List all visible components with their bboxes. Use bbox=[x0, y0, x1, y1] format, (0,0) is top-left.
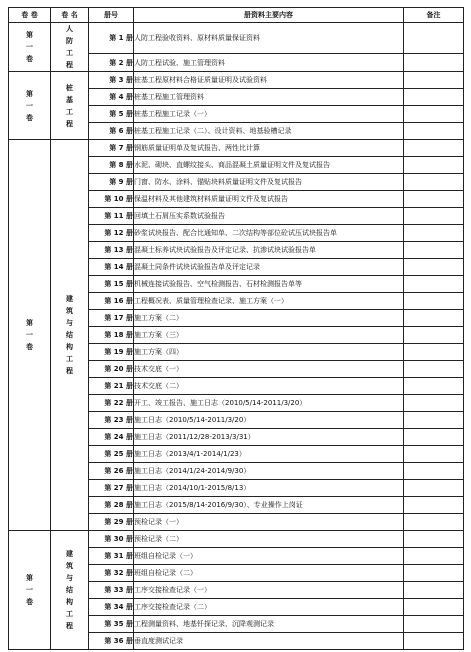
remarks-cell bbox=[404, 276, 464, 293]
remarks-cell bbox=[404, 429, 464, 446]
book-number-cell: 第 11 册 bbox=[89, 208, 134, 225]
content-cell: 人防工程验收资料、原材料质量保证资料 bbox=[134, 23, 404, 54]
content-cell: 垂直度测试记录 bbox=[134, 633, 404, 650]
content-cell: 施工日志（2014/1/24-2014/9/30） bbox=[134, 463, 404, 480]
remarks-cell bbox=[404, 480, 464, 497]
content-cell: 机械连接试验报告、空气检测报告、石材检测报告单等 bbox=[134, 276, 404, 293]
remarks-cell bbox=[404, 259, 464, 276]
book-number-cell: 第 28 册 bbox=[89, 497, 134, 514]
header-volume-number: 卷 卷 bbox=[9, 8, 51, 23]
content-cell: 预检记录（二） bbox=[134, 531, 404, 548]
remarks-cell bbox=[404, 497, 464, 514]
remarks-cell bbox=[404, 72, 464, 89]
book-number-cell: 第 7 册 bbox=[89, 140, 134, 157]
book-number-cell: 第 16 册 bbox=[89, 293, 134, 310]
remarks-cell bbox=[404, 395, 464, 412]
archive-index-table bbox=[8, 7, 464, 650]
volume-number-char: 第 bbox=[26, 319, 33, 327]
content-cell: 施工日志（2015/8/14-2016/9/30）、专业操作上岗证 bbox=[134, 497, 404, 514]
remarks-cell bbox=[404, 463, 464, 480]
book-number-cell: 第 27 册 bbox=[89, 480, 134, 497]
remarks-cell bbox=[404, 412, 464, 429]
volume-name-char: 桩 bbox=[66, 83, 73, 92]
content-cell: 施工方案（三） bbox=[134, 327, 404, 344]
header-main-content: 册资料主要内容 bbox=[134, 8, 404, 23]
volume-name-char: 与 bbox=[66, 319, 73, 327]
volume-name-char: 与 bbox=[66, 574, 73, 582]
volume-number-char: 卷 bbox=[26, 113, 33, 122]
content-cell: 桩基工程施工记录（一） bbox=[134, 106, 404, 123]
content-cell: 桩基工程施工管理资料 bbox=[134, 89, 404, 106]
book-number-cell: 第 4 册 bbox=[89, 89, 134, 106]
volume-name-char: 筑 bbox=[66, 562, 73, 570]
content-cell: 混凝土同条件试块试验报告单及评定记录 bbox=[134, 259, 404, 276]
content-cell: 工序交接检查记录（二） bbox=[134, 599, 404, 616]
content-cell: 班组自检记录（二） bbox=[134, 565, 404, 582]
book-number-cell: 第 26 册 bbox=[89, 463, 134, 480]
volume-number-char: 第 bbox=[26, 574, 33, 582]
book-number-cell: 第 21 册 bbox=[89, 378, 134, 395]
content-cell: 保温材料及其他建筑材料质量证明文件及复试报告 bbox=[134, 191, 404, 208]
content-cell: 施工方案（二） bbox=[134, 310, 404, 327]
content-cell: 混凝土标养试块试验报告及评定记录、抗渗试块试验报告单 bbox=[134, 242, 404, 259]
remarks-cell bbox=[404, 378, 464, 395]
remarks-cell bbox=[404, 548, 464, 565]
content-cell: 钢筋质量证明单及复试报告、两性比计算 bbox=[134, 140, 404, 157]
book-number-cell: 第 23 册 bbox=[89, 412, 134, 429]
volume-name-char: 程 bbox=[66, 61, 73, 69]
book-number-cell: 第 8 册 bbox=[89, 157, 134, 174]
remarks-cell bbox=[404, 208, 464, 225]
volume-name-cell bbox=[51, 531, 89, 650]
volume-number-char: 卷 bbox=[26, 343, 33, 351]
remarks-cell bbox=[404, 361, 464, 378]
volume-name-cell bbox=[51, 23, 89, 72]
volume-number-char: 一 bbox=[26, 101, 33, 110]
remarks-cell bbox=[404, 344, 464, 361]
book-number-cell: 第 6 册 bbox=[89, 123, 134, 140]
volume-name-char: 建 bbox=[66, 295, 73, 303]
remarks-cell bbox=[404, 446, 464, 463]
remarks-cell bbox=[404, 225, 464, 242]
content-cell: 门窗、防水、涂料、锚贴块料质量证明文件及复试报告 bbox=[134, 174, 404, 191]
remarks-cell bbox=[404, 582, 464, 599]
volume-number-cell bbox=[9, 72, 51, 140]
remarks-cell bbox=[404, 599, 464, 616]
book-number-cell: 第 31 册 bbox=[89, 548, 134, 565]
content-cell: 施工日志（2011/12/28-2013/3/31） bbox=[134, 429, 404, 446]
content-cell: 施工日志（2013/4/1-2014/1/23） bbox=[134, 446, 404, 463]
book-number-cell: 第 1 册 bbox=[89, 23, 134, 54]
volume-name-char: 防 bbox=[66, 37, 73, 45]
volume-name-cell bbox=[51, 140, 89, 531]
volume-number-char: 卷 bbox=[26, 55, 33, 63]
content-cell: 施工日志（2014/10/1-2015/8/13） bbox=[134, 480, 404, 497]
table-row bbox=[9, 72, 464, 89]
content-cell: 工程概况表、质量管理检查记录、施工方案（一） bbox=[134, 293, 404, 310]
table-row bbox=[9, 531, 464, 548]
content-cell: 工序交接检查记录（一） bbox=[134, 582, 404, 599]
header-book-number: 册号 bbox=[89, 8, 134, 23]
remarks-cell bbox=[404, 242, 464, 259]
remarks-cell bbox=[404, 633, 464, 650]
content-cell: 桩基工程施工记录（二）、设计资料、地基验槽记录 bbox=[134, 123, 404, 140]
book-number-cell: 第 10 册 bbox=[89, 191, 134, 208]
volume-name-char: 程 bbox=[66, 367, 73, 375]
volume-name-char: 工 bbox=[66, 610, 73, 618]
volume-number-char: 卷 bbox=[26, 598, 33, 606]
book-number-cell: 第 33 册 bbox=[89, 582, 134, 599]
content-cell: 砂浆试块报告、配合比通知单、二次结构等部位砼试压试块报告单 bbox=[134, 225, 404, 242]
book-number-cell: 第 17 册 bbox=[89, 310, 134, 327]
remarks-cell bbox=[404, 157, 464, 174]
archive-index-sheet bbox=[8, 7, 463, 647]
book-number-cell: 第 34 册 bbox=[89, 599, 134, 616]
book-number-cell: 第 18 册 bbox=[89, 327, 134, 344]
content-cell: 人防工程试验、施工管理资料 bbox=[134, 54, 404, 72]
book-number-cell: 第 35 册 bbox=[89, 616, 134, 633]
table-row bbox=[9, 140, 464, 157]
content-cell: 技术交底（一） bbox=[134, 361, 404, 378]
header-row bbox=[9, 8, 464, 23]
volume-name-char: 工 bbox=[66, 49, 73, 57]
book-number-cell: 第 5 册 bbox=[89, 106, 134, 123]
volume-name-cell bbox=[51, 72, 89, 140]
remarks-cell bbox=[404, 54, 464, 72]
remarks-cell bbox=[404, 616, 464, 633]
volume-number-char: 一 bbox=[26, 331, 33, 339]
volume-number-char: 一 bbox=[26, 586, 33, 594]
remarks-cell bbox=[404, 123, 464, 140]
book-number-cell: 第 3 册 bbox=[89, 72, 134, 89]
content-cell: 工程测量资料、地基钎探记录、沉降观测记录 bbox=[134, 616, 404, 633]
header-remarks: 备注 bbox=[404, 8, 464, 23]
content-cell: 施工方案（四） bbox=[134, 344, 404, 361]
volume-number-char: 第 bbox=[26, 89, 33, 98]
table-row bbox=[9, 23, 464, 54]
volume-number-char: 一 bbox=[26, 43, 33, 51]
book-number-cell: 第 2 册 bbox=[89, 54, 134, 72]
volume-number-char: 第 bbox=[26, 31, 33, 39]
book-number-cell: 第 22 册 bbox=[89, 395, 134, 412]
remarks-cell bbox=[404, 531, 464, 548]
book-number-cell: 第 14 册 bbox=[89, 259, 134, 276]
book-number-cell: 第 29 册 bbox=[89, 514, 134, 531]
content-cell: 施工日志（2010/5/14-2011/3/20） bbox=[134, 412, 404, 429]
volume-name-char: 筑 bbox=[66, 307, 73, 315]
book-number-cell: 第 9 册 bbox=[89, 174, 134, 191]
content-cell: 回填土石屑压实系数试验报告 bbox=[134, 208, 404, 225]
book-number-cell: 第 32 册 bbox=[89, 565, 134, 582]
content-cell: 桩基工程原材料合格证质量证明及试验资料 bbox=[134, 72, 404, 89]
remarks-cell bbox=[404, 565, 464, 582]
content-cell: 预检记录（一） bbox=[134, 514, 404, 531]
content-cell: 班组自检记录（一） bbox=[134, 548, 404, 565]
volume-name-char: 结 bbox=[66, 331, 73, 339]
book-number-cell: 第 20 册 bbox=[89, 361, 134, 378]
remarks-cell bbox=[404, 174, 464, 191]
remarks-cell bbox=[404, 106, 464, 123]
volume-name-char: 基 bbox=[66, 95, 73, 104]
content-cell: 水泥、砌块、直螺纹接头、商品混凝土质量证明文件及复试报告 bbox=[134, 157, 404, 174]
remarks-cell bbox=[404, 23, 464, 54]
volume-name-char: 程 bbox=[66, 119, 73, 128]
volume-name-char: 建 bbox=[66, 550, 73, 558]
volume-name-char: 构 bbox=[66, 343, 73, 351]
book-number-cell: 第 36 册 bbox=[89, 633, 134, 650]
book-number-cell: 第 30 册 bbox=[89, 531, 134, 548]
volume-name-char: 工 bbox=[66, 355, 73, 363]
book-number-cell: 第 25 册 bbox=[89, 446, 134, 463]
book-number-cell: 第 15 册 bbox=[89, 276, 134, 293]
remarks-cell bbox=[404, 89, 464, 106]
volume-name-char: 结 bbox=[66, 586, 73, 594]
remarks-cell bbox=[404, 514, 464, 531]
volume-name-char: 工 bbox=[66, 107, 73, 116]
remarks-cell bbox=[404, 310, 464, 327]
book-number-cell: 第 24 册 bbox=[89, 429, 134, 446]
remarks-cell bbox=[404, 327, 464, 344]
remarks-cell bbox=[404, 140, 464, 157]
volume-number-cell bbox=[9, 531, 51, 650]
book-number-cell: 第 13 册 bbox=[89, 242, 134, 259]
book-number-cell: 第 12 册 bbox=[89, 225, 134, 242]
book-number-cell: 第 19 册 bbox=[89, 344, 134, 361]
header-volume-name: 卷 名 bbox=[51, 8, 89, 23]
content-cell: 开工、竣工报告、施工日志（2010/5/14-2011/3/20） bbox=[134, 395, 404, 412]
volume-number-cell bbox=[9, 140, 51, 531]
volume-name-char: 人 bbox=[66, 25, 73, 33]
volume-name-char: 程 bbox=[66, 622, 73, 630]
remarks-cell bbox=[404, 293, 464, 310]
volume-number-cell bbox=[9, 23, 51, 72]
volume-name-char: 构 bbox=[66, 598, 73, 606]
content-cell: 技术交底（二） bbox=[134, 378, 404, 395]
remarks-cell bbox=[404, 191, 464, 208]
